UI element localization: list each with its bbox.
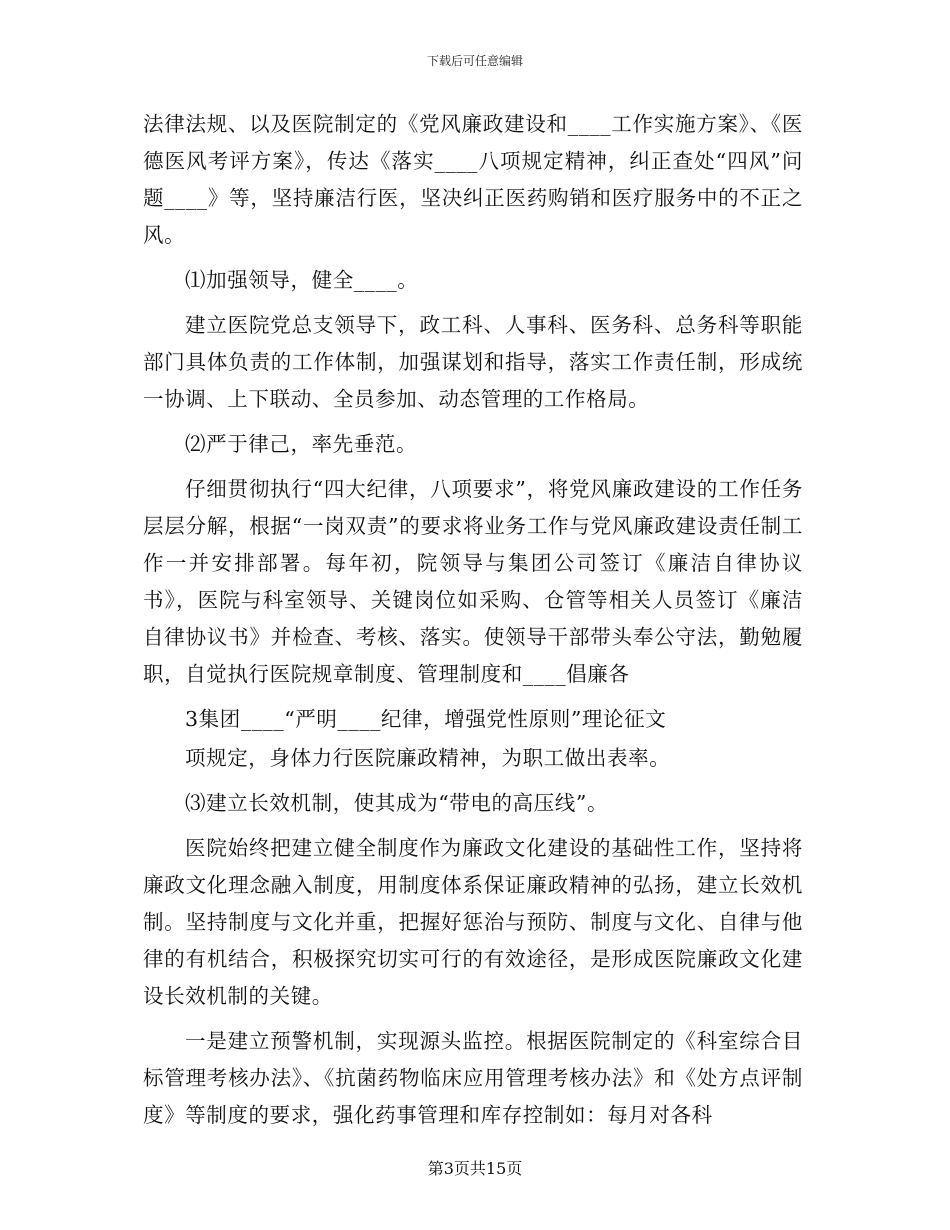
paragraph-9: 医院始终把建立健全制度作为廉政文化建设的基础性工作，坚持将廉政文化理念融入制度，用制度体系保证廉政精神的弘扬，建立长效机制。坚持制度与文化并重，把握好惩治与预防、制度与文化、自律与他律的有机结合，积极探究切实可行的有效途径，是形成医院廉政文化建设长效机制的关键。: [143, 836, 803, 1008]
paragraph-8-heading: ⑶建立长效机制，使其成为“带电的高压线”。: [185, 791, 609, 815]
paragraph-2-heading: ⑴加强领导，健全____。: [185, 268, 419, 292]
paragraph-10: 一是建立预警机制，实现源头监控。根据医院制定的《科室综合目标管理考核办法》、《抗菌药物临床应用管理考核办法》和《处方点评制度》等制度的要求，强化药事管理和库存控制如：每月对各科: [143, 1029, 803, 1127]
document-body: [143, 106, 803, 1142]
paragraph-1: 法律法规、以及医院制定的《党风廉政建设和____工作实施方案》、《医德医风考评方案》，传达《落实____八项规定精神，纠正查处“四风”问题____》等，坚持廉洁行医，坚决纠正医药购销和医疗服务中的不正之风。: [143, 112, 803, 247]
paragraph-5: 仔细贯彻执行“四大纪律，八项要求”，将党风廉政建设的工作任务层层分解，根据“一岗双责”的要求将业务工作与党风廉政建设责任制工作一并安排部署。每年初，院领导与集团公司签订《廉洁自律协议书》，医院与科室领导、关键岗位如采购、仓管等相关人员签订《廉洁自律协议书》并检查、考核、落实。使领导干部带头奉公守法，勤勉履职，自觉执行医院规章制度、管理制度和____倡廉各: [143, 477, 803, 686]
paragraph-3: 建立医院党总支领导下，政工科、人事科、医务科、总务科等职能部门具体负责的工作体制，加强谋划和指导，落实工作责任制，形成统一协调、上下联动、全员参加、动态管理的工作格局。: [143, 313, 803, 411]
paragraph-7: 项规定，身体力行医院廉政精神，为职工做出表率。: [185, 746, 671, 770]
paragraph-6: 3集团____“严明____纪律，增强党性原则”理论征文: [185, 707, 667, 731]
page-header-note: 下载后可任意编辑: [426, 54, 523, 68]
page-number-footer: 第3页共15页: [427, 1159, 523, 1178]
paragraph-4-heading: ⑵严于律己，率先垂范。: [185, 432, 418, 456]
